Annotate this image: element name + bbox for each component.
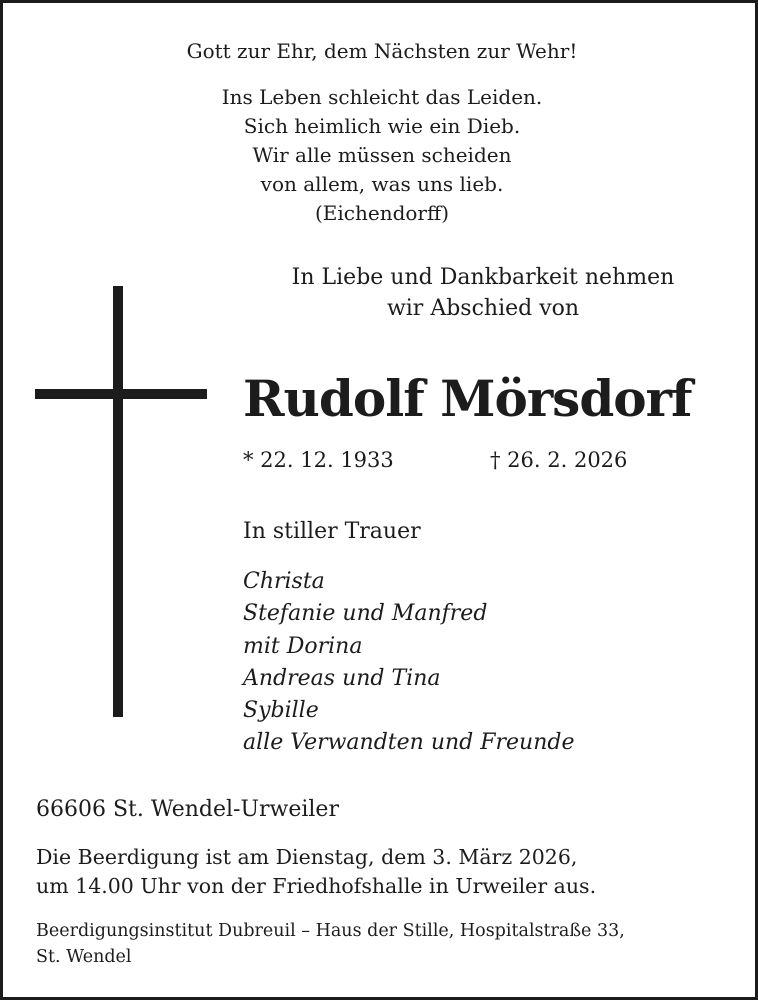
mourner-entry: Christa [243, 569, 325, 594]
mourning-heading: In stiller Trauer [243, 519, 421, 544]
mourner-entry: Stefanie und Manfred [243, 601, 488, 627]
mourner-entry: Sybille [243, 698, 319, 724]
poem-line: Sich heimlich wie ein Dieb. [243, 114, 521, 138]
burial-line: um 14.00 Uhr von der Friedhofshalle in Urweiler aus. [36, 874, 597, 898]
motto: Gott zur Ehr, dem Nächsten zur Wehr! [186, 39, 578, 63]
life-dates [243, 445, 723, 477]
poem [3, 83, 758, 228]
cross-icon-horizontal-bar [35, 389, 207, 399]
intro-line: wir Abschied von [386, 296, 580, 321]
poem-attribution: (Eichendorff) [314, 201, 449, 225]
farewell-intro [233, 262, 733, 324]
undertaker-line: Beerdigungsinstitut Dubreuil – Haus der Stille, Hospitalstraße 33, [36, 921, 625, 941]
undertaker-info [36, 918, 625, 970]
mourners-list [243, 566, 574, 760]
deceased-name: Rudolf Mörsdorf [243, 369, 692, 428]
poem-line: Wir alle müssen scheiden [252, 143, 512, 167]
poem-line: Ins Leben schleicht das Leiden. [221, 85, 543, 109]
location: 66606 St. Wendel-Urweiler [36, 797, 339, 822]
burial-line: Die Beerdigung ist am Dienstag, dem 3. März 2026, [36, 845, 578, 869]
poem-line: von allem, was uns lieb. [260, 172, 504, 196]
mourner-entry: alle Verwandten und Freunde [243, 730, 575, 756]
intro-line: In Liebe und Dankbarkeit nehmen [291, 265, 675, 290]
burial-info [36, 843, 596, 901]
birth-date: * 22. 12. 1933 [243, 448, 394, 472]
mourner-entry: Andreas und Tina [243, 665, 441, 691]
mourner-entry: mit Dorina [243, 633, 363, 659]
death-date: † 26. 2. 2026 [490, 448, 628, 472]
undertaker-line: St. Wendel [36, 947, 132, 967]
cross-icon-vertical-bar [113, 286, 123, 717]
